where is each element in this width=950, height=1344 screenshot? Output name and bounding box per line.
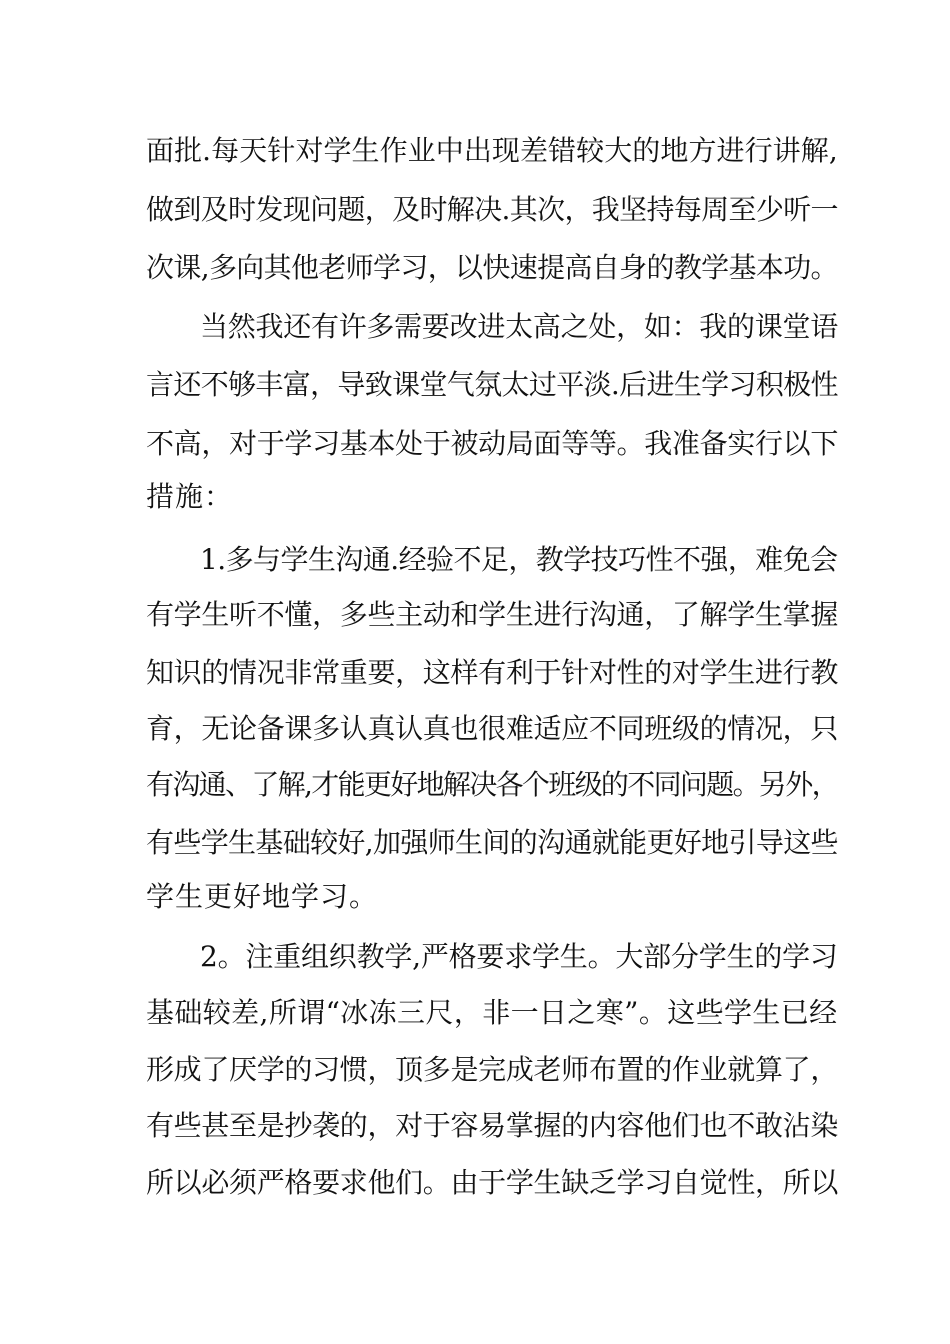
text-line: 不高，对于学习基本处于被动局面等等。我准备实行以下	[146, 427, 839, 460]
text-line: 有学生听不懂，多些主动和学生进行沟通，了解学生掌握	[146, 598, 839, 631]
text-line: 次课,多向其他老师学习，以快速提高自身的教学基本功。	[146, 251, 838, 284]
text-line: 有沟通、了解,才能更好地解决各个班级的不同问题。另外，	[146, 768, 838, 801]
text-line: 育，无论备课多认真认真也很难适应不同班级的情况，只	[146, 712, 839, 745]
text-line: 有些甚至是抄袭的，对于容易掌握的内容他们也不敢沾染	[146, 1109, 839, 1142]
text-line: 言还不够丰富，导致课堂气氛太过平淡.后进生学习积极性	[146, 368, 838, 401]
text-line: 面批.每天针对学生作业中出现差错较大的地方进行讲解,	[146, 134, 838, 167]
text-line: 所以必须严格要求他们。由于学生缺乏学习自觉性，所以	[146, 1166, 839, 1199]
text-line: 做到及时发现问题，及时解决.其次，我坚持每周至少听一	[146, 193, 838, 226]
text-line: 基础较差,所谓“冰冻三尺，非一日之寒”。这些学生已经	[146, 996, 838, 1029]
paragraph-first-line: 1.多与学生沟通.经验不足，教学技巧性不强，难免会	[200, 543, 838, 576]
text-line: 知识的情况非常重要，这样有利于针对性的对学生进行教	[146, 656, 839, 689]
paragraph-first-line: 当然我还有许多需要改进太高之处，如：我的课堂语	[200, 310, 839, 343]
text-line: 有些学生基础较好,加强师生间的沟通就能更好地引导这些	[146, 826, 838, 859]
text-line: 学生更好地学习。	[146, 880, 379, 913]
text-line: 形成了厌学的习惯，顶多是完成老师布置的作业就算了，	[146, 1053, 839, 1086]
paragraph-first-line: 2。注重组织教学,严格要求学生。大部分学生的学习	[200, 940, 838, 973]
text-line: 措施：	[146, 480, 234, 513]
